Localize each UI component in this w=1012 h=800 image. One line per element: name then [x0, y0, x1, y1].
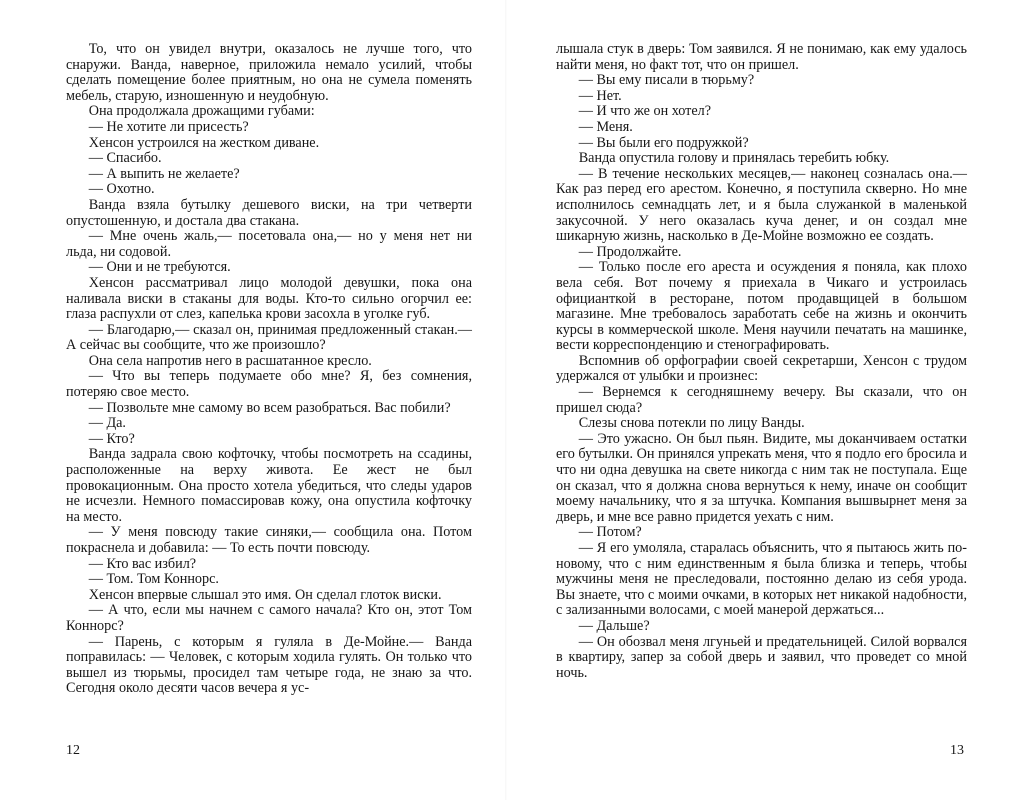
right-page-text: [556, 42, 967, 681]
left-paragraph: — Мне очень жаль,— посетовала она,— но у меня нет ни льда, ни содовой.: [66, 228, 472, 260]
left-paragraph: — Они и не требуются.: [88, 259, 231, 276]
left-page-number: 12: [66, 743, 80, 758]
left-paragraph: — У меня повсюду такие синяки,— сообщила она. Потом покраснела и добавила: — То есть почти повсюду.: [66, 524, 472, 556]
left-paragraph: Она села напротив него в расшатанное кресло.: [88, 352, 372, 369]
left-paragraph: Ванда взяла бутылку дешевого виски, на три четверти опустошенную, и достала два стакана.: [66, 196, 472, 229]
left-paragraph: — А что, если мы начнем с самого начала? Кто он, этот Том Коннорс?: [66, 602, 472, 634]
right-paragraph: Слезы снова потекли по лицу Ванды.: [578, 415, 805, 432]
left-paragraph: — Что вы теперь подумаете обо мне? Я, без сомнения, потеряю свое место.: [66, 368, 472, 401]
right-paragraph: — Вы ему писали в тюрьму?: [578, 72, 755, 89]
right-paragraph: — Меня.: [578, 118, 633, 135]
right-paragraph: — Он обозвал меня лгуньей и предательницей. Силой ворвался в квартиру, запер за собой дверь и заявил, что проведет со мной ночь.: [556, 633, 967, 681]
right-paragraph: Вспомнив об орфографии своей секретарши, Хенсон с трудом удержался от улыбки и произнес:: [556, 352, 967, 385]
right-page-number: 13: [950, 743, 964, 758]
left-paragraph: — Том. Том Коннорс.: [88, 571, 219, 588]
left-paragraph: — Благодарю,— сказал он, принимая предложенный стакан.— А сейчас вы сообщите, что же произошло?: [66, 321, 472, 354]
left-paragraph: То, что он увидел внутри, оказалось не лучше того, что снаружи. Ванда, наверное, приложила немало усилий, чтобы сделать помещение более приятным, но она не сумела поменять мебель, старую, изношенную и неудобную.: [66, 41, 472, 104]
left-paragraph: — Охотно.: [88, 181, 155, 198]
left-paragraph: Ванда задрала свою кофточку, чтобы посмотреть на ссадины, расположенные на верху живота. Ее жест не был провокационным. Она просто хотела убедиться, что следы ударов не исчезли. Немного помассировав кожу, она опустила кофточку на место.: [66, 446, 472, 525]
right-paragraph: — Продолжайте.: [578, 243, 682, 260]
right-paragraph: — Я его умоляла, старалась объяснить, что я пытаюсь жить по-новому, что с ним единственным я была близка и теперь, чтобы мужчины меня не преследовали, постоянно делаю из себя урода. Вы знаете, что с моими очками, в которых нет никакой надобности, с зализанными волосами, с моей манерой держаться...: [556, 540, 967, 619]
left-paragraph: — А выпить не желаете?: [88, 165, 240, 182]
right-paragraph: — И что же он хотел?: [578, 103, 712, 120]
left-paragraph: Хенсон впервые слышал это имя. Он сделал глоток виски.: [88, 586, 442, 603]
book-gutter: [505, 0, 507, 800]
right-paragraph: — В течение нескольких месяцев,— наконец созналась она.— Как раз перед его арестом. Конечно, я поступила скверно. Но мне исполнилось семнадцать лет, и я была служанкой в маленькой закусочной. У него оказалась куча денег, и он создал мне шикарную жизнь, насколько в Де-Мойне возможно ее создать.: [556, 165, 967, 245]
right-paragraph: Ванда опустила голову и принялась теребить юбку.: [578, 150, 890, 167]
right-paragraph: — Это ужасно. Он был пьян. Видите, мы доканчиваем остатки его бутылки. Он принялся упрекать меня, что я подло его бросила и что ни одна девушка на свете никогда с ним так не поступала. Еще он сказал, что я должна снова вернуться к нему, иначе он сообщит моему начальнику, что я за штучка. Компания вышвырнет меня за дверь, и мне все равно придется уехать с ним.: [556, 430, 967, 525]
left-paragraph: — Кто?: [88, 430, 135, 447]
left-paragraph: Она продолжала дрожащими губами:: [88, 103, 315, 120]
left-paragraph: — Не хотите ли присесть?: [88, 118, 249, 135]
right-paragraph: — Потом?: [578, 524, 642, 541]
right-paragraph: — Вы были его подружкой?: [578, 134, 749, 151]
left-paragraph: Хенсон рассматривал лицо молодой девушки, пока она наливала виски в стаканы для воды. Кто-то сильно огорчил ее: глаза распухли от слез, капелька крови засохла в уголке губ.: [66, 274, 472, 323]
left-paragraph: — Парень, с которым я гуляла в Де-Мойне.— Ванда поправилась: — Человек, с которым ходила гулять. Он только что вышел из тюрьмы, просидел там четыре года, не знаю за что. Сегодня около десяти часов вечера я ус-: [66, 633, 472, 697]
left-paragraph: Хенсон устроился на жестком диване.: [88, 134, 320, 151]
left-paragraph: — Да.: [88, 415, 126, 432]
right-paragraph: — Вернемся к сегодняшнему вечеру. Вы сказали, что он пришел сюда?: [556, 384, 967, 416]
left-paragraph: — Кто вас избил?: [88, 555, 197, 572]
right-paragraph: — Только после его ареста и осуждения я поняла, как плохо вела себя. Вот почему я приехала в Чикаго и устроилась официанткой в ресторане, потом продавщицей в большом магазине. Мне требовалось заработать себе на жизнь и окончить курсы в коммерческой школе. Меня научили печатать на машинке, вести корреспонденцию и стенографировать.: [556, 259, 967, 354]
left-paragraph: — Позвольте мне самому во всем разобраться. Вас побили?: [88, 399, 451, 416]
right-paragraph: — Нет.: [578, 87, 622, 104]
left-paragraph: — Спасибо.: [88, 150, 162, 167]
left-page-text: [66, 42, 472, 697]
right-continued-paragraph: лышала стук в дверь: Том заявился. Я не понимаю, как ему удалось найти меня, но факт тот, что он пришел.: [556, 41, 967, 73]
right-paragraph: — Дальше?: [578, 617, 650, 634]
